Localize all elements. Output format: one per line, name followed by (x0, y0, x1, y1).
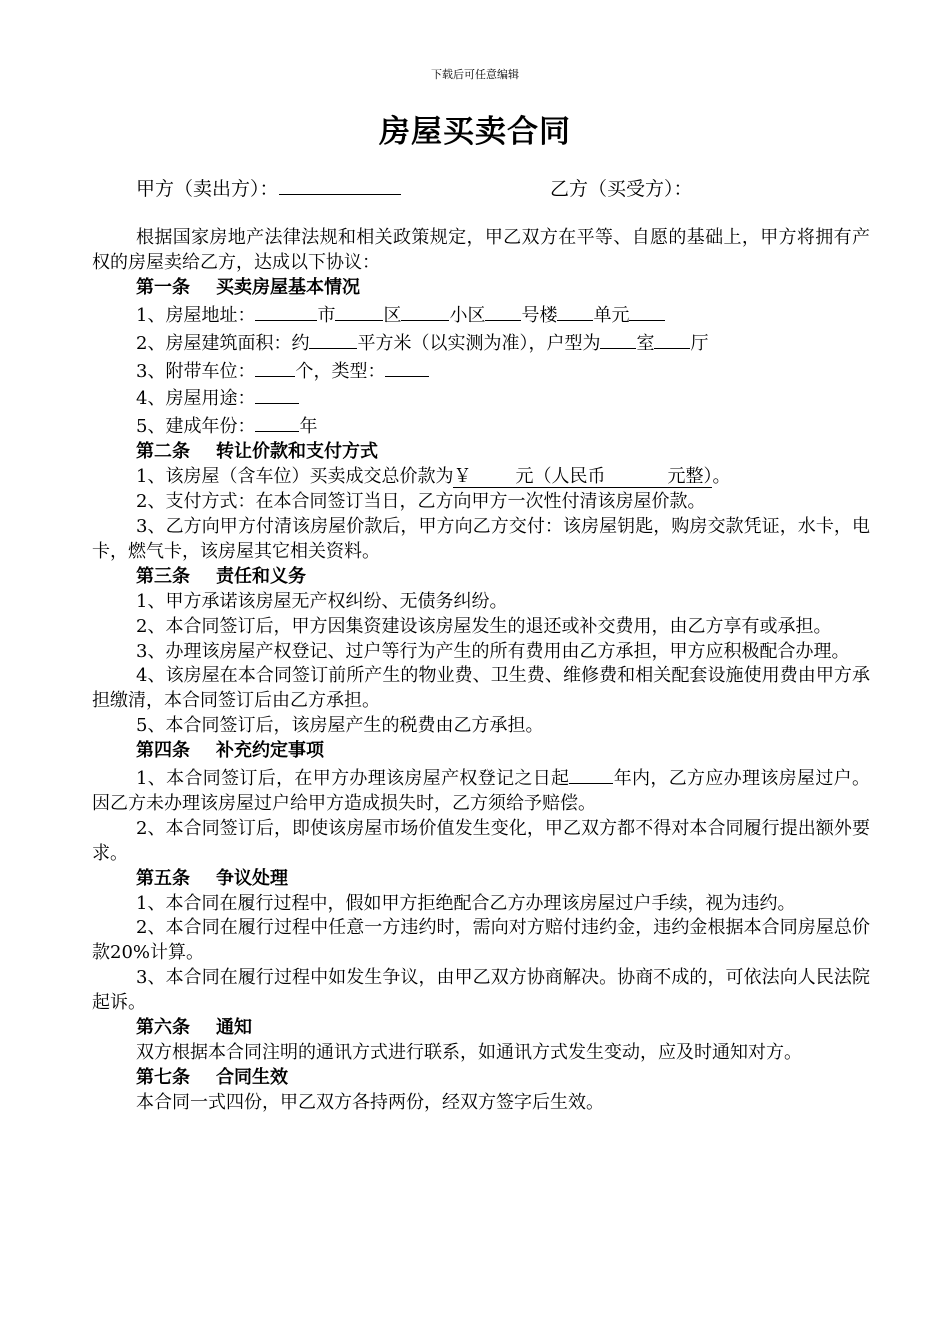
blank (335, 301, 383, 321)
article-number: 第二条 (136, 441, 190, 463)
yuan-symbol: ￥ (453, 466, 472, 488)
blank (600, 329, 636, 349)
clause-paragraph: 3、本合同在履行过程中如发生争议，由甲乙双方协商解决。协商不成的，可依法向人民法院起诉。 (92, 967, 870, 1014)
unit-label: 单元 (593, 304, 630, 326)
item-area (92, 329, 870, 357)
clause-text: 年内，乙方应办理该房屋过户。因乙方未办理该房屋过户给甲方造成损失时，乙方须给予赔偿。 (92, 768, 870, 814)
blank (629, 301, 665, 321)
year-unit: 年 (299, 416, 318, 438)
article-6-heading (92, 1016, 870, 1041)
party-a-label: 甲方（卖出方）： (136, 178, 279, 200)
usage-label: 4、房屋用途： (136, 388, 256, 410)
period: 。 (712, 466, 731, 488)
preamble-paragraph: 根据国家房地产法律法规和相关政策规定，甲乙双方在平等、自愿的基础上，甲方将拥有产权的房屋卖给乙方，达成以下协议： (92, 227, 870, 273)
item-usage (92, 384, 870, 412)
party-a-blank (279, 176, 401, 195)
clause-paragraph: 双方根据本合同注明的通讯方式进行联系，如通讯方式发生变动，应及时通知对方。 (136, 1042, 802, 1063)
blank (255, 384, 299, 404)
document-title: 房屋买卖合同 (379, 114, 571, 150)
party-a (136, 174, 401, 201)
blank (255, 412, 299, 432)
article-title: 补充约定事项 (216, 740, 324, 762)
article-number: 第一条 (136, 276, 190, 298)
article-3-heading (92, 565, 870, 590)
price-fill (453, 466, 712, 488)
article-2-heading (92, 440, 870, 465)
item-address (92, 301, 870, 329)
clause-paragraph: 2、本合同签订后，甲方因集资建设该房屋发生的退还或补交费用，由乙方享有或承担。 (136, 615, 832, 637)
clause-paragraph: 本合同一式四份，甲乙双方各持两份，经双方签字后生效。 (136, 1091, 604, 1113)
article-number: 第五条 (136, 867, 190, 889)
article-5-heading (92, 867, 870, 892)
layout-label: 平方米（以实测为准），户型为 (357, 332, 601, 354)
clause-paragraph: 3、办理该房屋产权登记、过户等行为产生的所有费用由乙方承担，甲方应积极配合办理。 (136, 640, 850, 662)
blank (255, 357, 295, 377)
address-label: 1、房屋地址： (136, 304, 256, 326)
area-label: 2、房屋建筑面积：约 (136, 332, 310, 354)
article-title: 责任和义务 (216, 565, 306, 587)
hall-label: 厅 (690, 332, 709, 354)
article-number: 第四条 (136, 740, 190, 762)
blank (309, 329, 357, 349)
delivery-paragraph: 3、乙方向甲方付清该房屋价款后，甲方向乙方交付：该房屋钥匙，购房交款凭证，水卡，电卡，燃气卡，该房屋其它相关资料。 (92, 515, 870, 562)
blank (485, 301, 521, 321)
article-title: 买卖房屋基本情况 (216, 276, 360, 298)
article-number: 第三条 (136, 565, 190, 587)
rmb-suffix: 元整） (667, 466, 713, 488)
article-4-heading (92, 739, 870, 764)
article-title: 合同生效 (216, 1066, 288, 1088)
party-b-label: 乙方（买受方）： (550, 178, 693, 200)
price-label: 1、该房屋（含车位）买卖成交总价款为 (136, 466, 454, 488)
clause-paragraph: 4、该房屋在本合同签订前所产生的物业费、卫生费、维修费和相关配套设施使用费由甲方承担缴清，本合同签订后由乙方承担。 (92, 665, 870, 712)
parties-line (136, 174, 896, 202)
clause-paragraph: 5、本合同签订后，该房屋产生的税费由乙方承担。 (136, 715, 544, 737)
article-number: 第六条 (136, 1017, 190, 1039)
room-label: 室 (636, 332, 655, 354)
article-1-heading (92, 276, 870, 301)
community-label: 小区 (449, 304, 486, 326)
party-b (550, 174, 693, 201)
payment-paragraph: 2、支付方式：在本合同签订当日，乙方向甲方一次性付清该房屋价款。 (136, 491, 706, 513)
blank (654, 329, 690, 349)
district-label: 区 (383, 304, 402, 326)
building-label: 号楼 (521, 304, 558, 326)
article-number: 第七条 (136, 1066, 190, 1088)
city-label: 市 (317, 304, 336, 326)
article-7-heading (92, 1066, 870, 1091)
parking-label: 3、附带车位： (136, 360, 256, 382)
clause-paragraph: 1、甲方承诺该房屋无产权纠纷、无债务纠纷。 (136, 590, 508, 612)
header-note: 下载后可任意编辑 (431, 68, 519, 81)
clause-paragraph: 1、本合同在履行过程中，假如甲方拒绝配合乙方办理该房屋过户手续，视为违约。 (136, 892, 796, 914)
item-parking (92, 357, 870, 385)
clause-text: 1、本合同签订后，在甲方办理该房屋产权登记之日起 (136, 768, 570, 790)
article-title: 通知 (216, 1017, 252, 1039)
clause-paragraph (92, 764, 870, 817)
clause-paragraph: 2、本合同签订后，即使该房屋市场价值发生变化，甲乙双方都不得对本合同履行提出额外要求。 (92, 817, 870, 864)
year-label: 5、建成年份： (136, 416, 256, 438)
price-paragraph (92, 465, 870, 490)
blank (385, 357, 429, 377)
article-title: 转让价款和支付方式 (216, 441, 378, 463)
blank (569, 764, 613, 784)
blank (401, 301, 449, 321)
article-title: 争议处理 (216, 867, 288, 889)
contract-body (92, 226, 870, 1116)
blank (557, 301, 593, 321)
parking-type-label: 个，类型： (295, 360, 386, 382)
blank (255, 301, 317, 321)
clause-paragraph: 2、本合同在履行过程中任意一方违约时，需向对方赔付违约金，违约金根据本合同房屋总价款20%计算。 (92, 917, 870, 964)
item-year (92, 412, 870, 440)
rmb-label: 元（人民币 (515, 466, 606, 488)
